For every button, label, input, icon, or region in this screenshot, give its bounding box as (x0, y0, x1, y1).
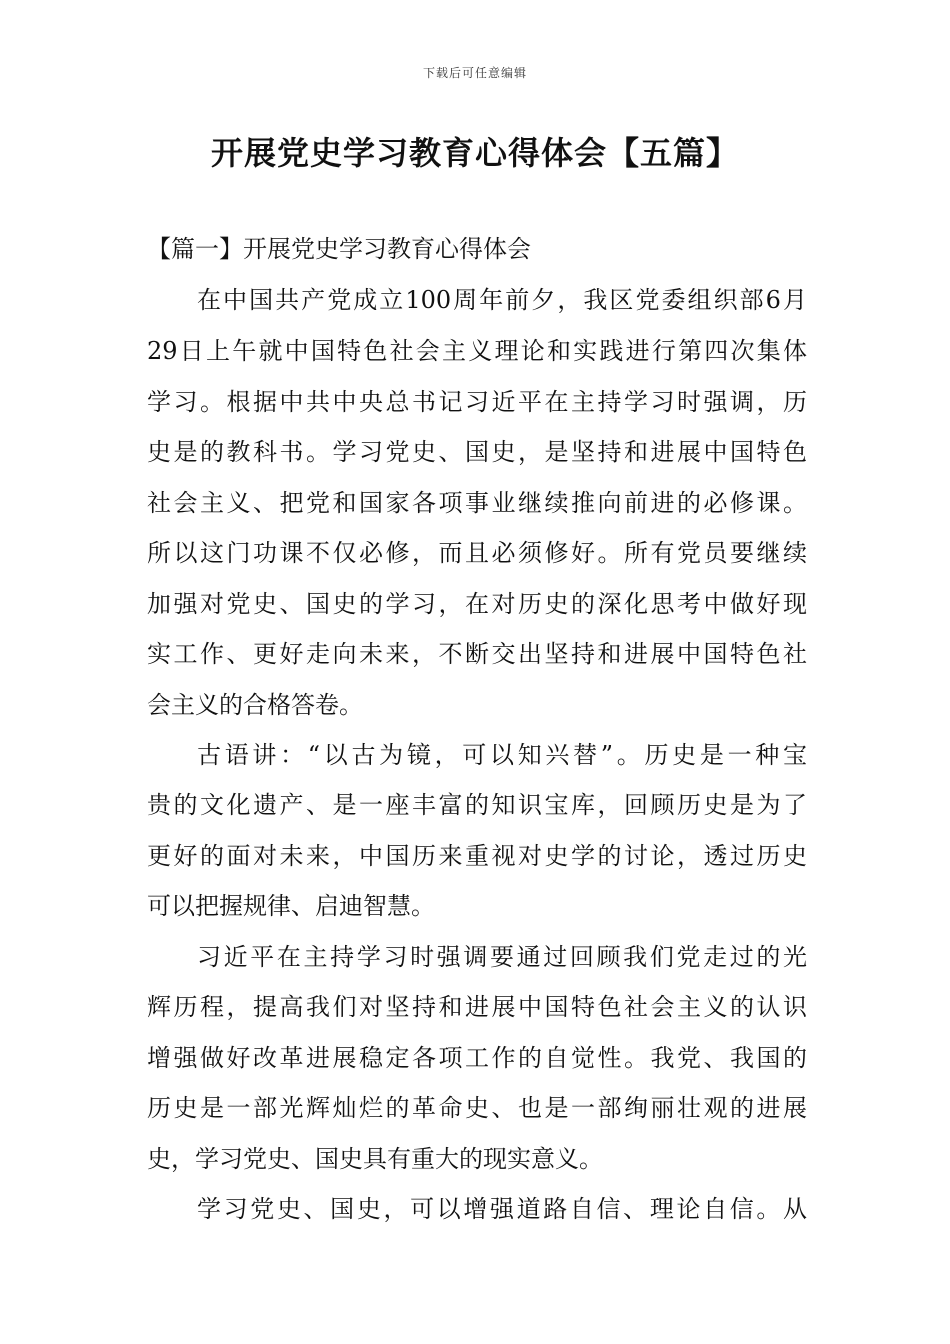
paragraph-line: 贵的文化遗产、是一座丰富的知识宝库，回顾历史是为了 (147, 791, 807, 819)
paragraph-line: 更好的面对未来，中国历来重视对史学的讨论，透过历史 (147, 842, 807, 870)
paragraph-line: 29日上午就中国特色社会主义理论和实践进行第四次集体 (147, 337, 807, 365)
paragraph-line: 加强对党史、国史的学习，在对历史的深化思考中做好现 (147, 590, 807, 618)
paragraph-line: 在中国共产党成立100周年前夕，我区党委组织部6月 (197, 286, 807, 314)
paragraph-line: 史是的教科书。学习党史、国史，是坚持和进展中国特色 (147, 438, 807, 466)
page-header-note: 下载后可任意编辑 (422, 66, 527, 80)
paragraph-line: 历史是一部光辉灿烂的革命史、也是一部绚丽壮观的进展 (147, 1094, 807, 1122)
paragraph-line: 所以这门功课不仅必修，而且必须修好。所有党员要继续 (147, 539, 807, 567)
paragraph-line: 增强做好改革进展稳定各项工作的自觉性。我党、我国的 (147, 1044, 807, 1072)
paragraph-line: 可以把握规律、启迪智慧。 (147, 892, 435, 920)
document-title: 开展党史学习教育心得体会【五篇】 (210, 134, 739, 172)
paragraph-line: 习近平在主持学习时强调要通过回顾我们党走过的光 (197, 943, 807, 971)
paragraph-line: 学习党史、国史，可以增强道路自信、理论自信。从 (197, 1195, 807, 1223)
paragraph-line: 辉历程，提高我们对坚持和进展中国特色社会主义的认识 (147, 993, 807, 1021)
paragraph-line: 实工作、更好走向未来，不断交出坚持和进展中国特色社 (147, 640, 807, 668)
paragraph-line: 社会主义、把党和国家各项事业继续推向前进的必修课。 (147, 489, 807, 517)
paragraph-line: 古语讲：“以古为镜，可以知兴替”。历史是一种宝 (197, 741, 807, 769)
paragraph-line: 学习。根据中共中央总书记习近平在主持学习时强调，历 (147, 388, 807, 416)
section-heading: 【篇一】开展党史学习教育心得体会 (147, 235, 531, 263)
paragraph-line: 史，学习党史、国史具有重大的现实意义。 (147, 1145, 603, 1173)
paragraph-line: 会主义的合格答卷。 (147, 691, 363, 719)
